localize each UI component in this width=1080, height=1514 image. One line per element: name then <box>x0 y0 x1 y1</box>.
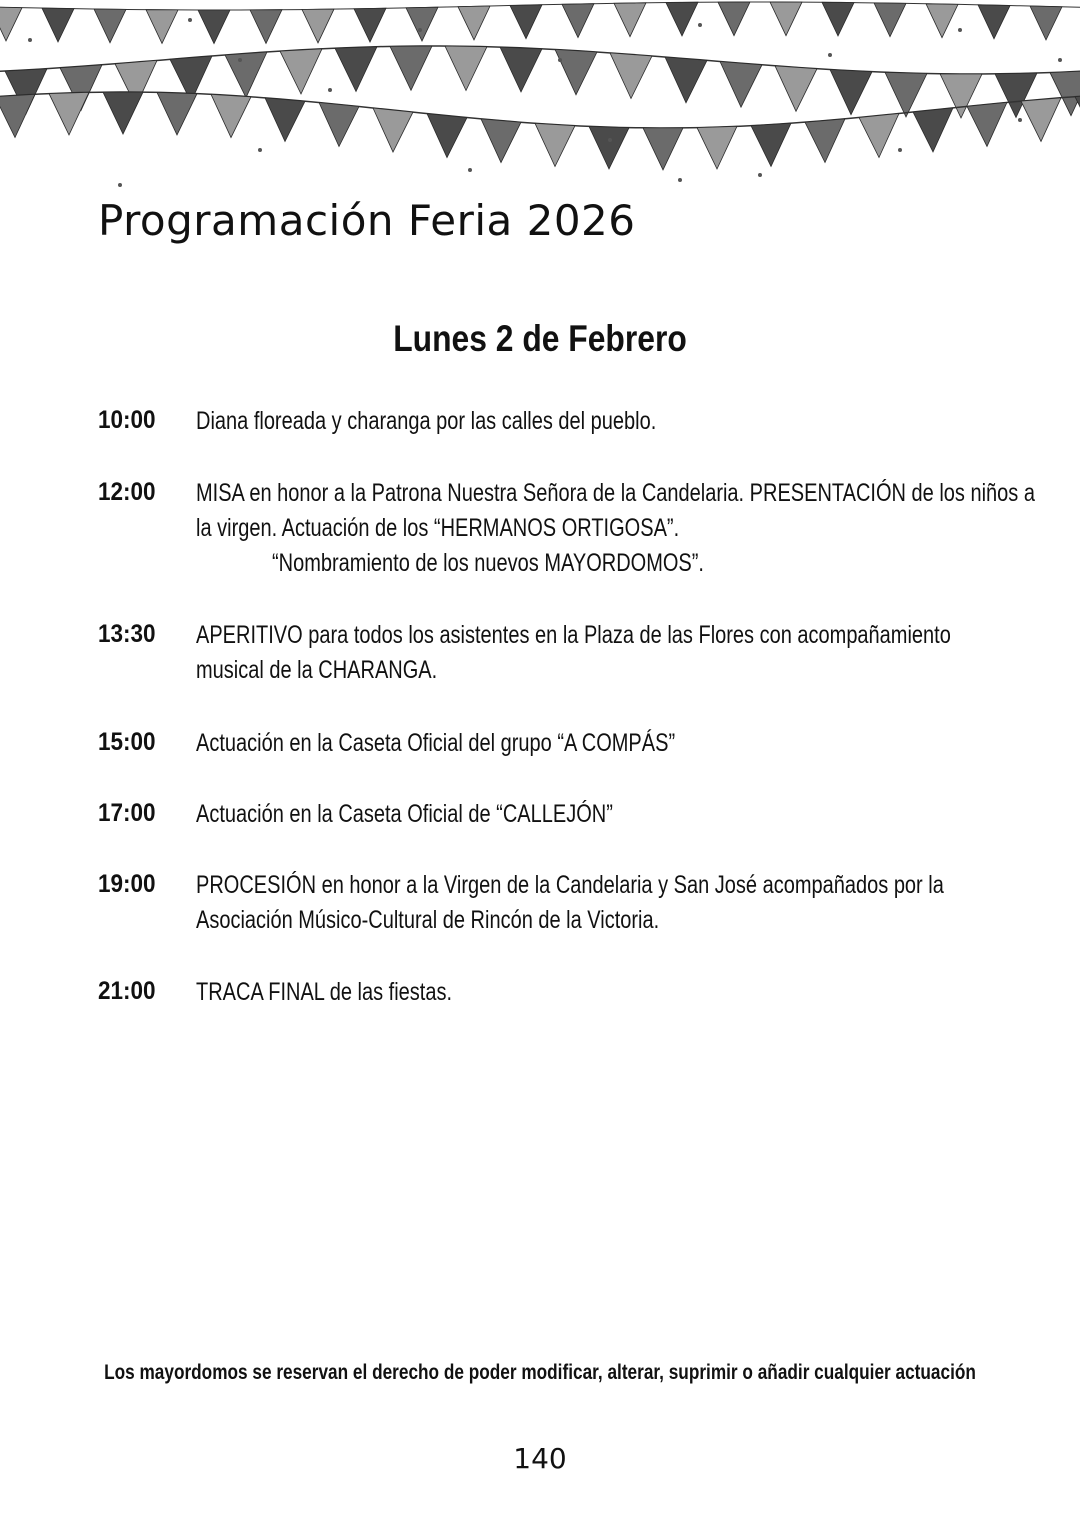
schedule-time: 13:30 <box>98 620 156 648</box>
schedule-time: 15:00 <box>98 728 156 756</box>
description-line: Actuación en la Caseta Oficial del grupo “A COMPÁS” <box>196 729 676 757</box>
schedule-time: 19:00 <box>98 870 156 898</box>
description-line: la virgen. Actuación de los “HERMANOS ORTIGOSA”. <box>196 514 680 542</box>
description-line: “Nombramiento de los nuevos MAYORDOMOS”. <box>272 549 704 577</box>
schedule-description <box>196 618 951 688</box>
description-line: APERITIVO para todos los asistentes en la Plaza de las Flores con acompañamiento <box>196 621 951 649</box>
description-line: Asociación Músico-Cultural de Rincón de la Victoria. <box>196 906 660 934</box>
schedule-description <box>196 975 900 1010</box>
schedule-description <box>196 404 900 439</box>
page-number: 140 <box>513 1442 567 1475</box>
schedule-time: 21:00 <box>98 977 156 1005</box>
disclaimer-note: Los mayordomos se reservan el derecho de poder modificar, alterar, suprimir o añadir cualquier actuación <box>104 1361 976 1384</box>
day-heading: Lunes 2 de Febrero <box>393 318 687 359</box>
description-line: musical de la CHARANGA. <box>196 656 438 684</box>
bunting-flags-icon <box>0 0 1080 200</box>
description-line: PROCESIÓN en honor a la Virgen de la Candelaria y San José acompañados por la <box>196 871 944 899</box>
page-title: Programación Feria 2026 <box>98 196 636 245</box>
description-line: MISA en honor a la Patrona Nuestra Señora de la Candelaria. PRESENTACIÓN de los niños a <box>196 479 1035 507</box>
schedule-time: 17:00 <box>98 799 156 827</box>
schedule-description <box>196 797 900 832</box>
schedule-description <box>196 868 944 938</box>
description-line: Diana floreada y charanga por las calles del pueblo. <box>196 407 657 435</box>
description-line: TRACA FINAL de las fiestas. <box>196 978 453 1006</box>
description-line: Actuación en la Caseta Oficial de “CALLEJÓN” <box>196 800 613 828</box>
schedule-description <box>196 726 900 761</box>
schedule-description <box>196 476 1035 581</box>
schedule-time: 12:00 <box>98 478 156 506</box>
schedule-time: 10:00 <box>98 406 156 434</box>
